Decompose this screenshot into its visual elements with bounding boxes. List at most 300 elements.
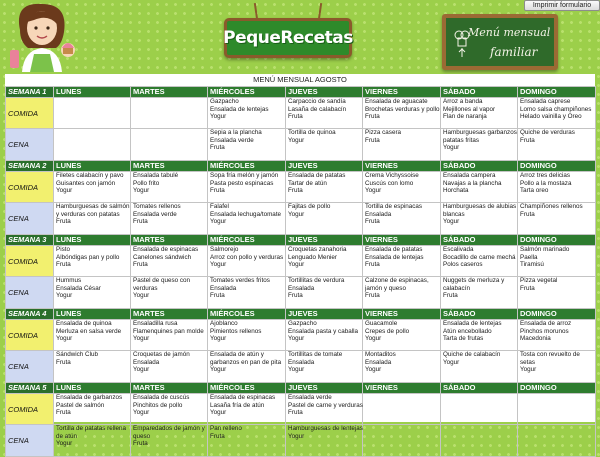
dish-item: Yogur [133,409,150,417]
dish-item: Croquetas zanahoria [288,246,347,253]
dish-item: Hamburguesas garbanzos [443,129,517,136]
dish-item: verduras [133,284,158,292]
day-header: DOMINGO [518,383,596,394]
dish-item: jamón y queso [365,284,406,292]
dish-item: Escalivada [443,246,474,253]
dish-item: Montaditos [365,351,396,358]
menu-cell[interactable] [441,129,518,161]
menu-cell[interactable] [131,172,208,203]
comida-row [6,98,596,129]
day-header: LUNES [54,383,131,394]
day-header: MARTES [131,309,208,320]
dish-item: Falafel [210,203,229,210]
day-header: MIÉRCOLES [208,161,286,172]
print-form-button[interactable]: Imprimir formulario [524,0,600,11]
dish-item: Arroz tres delicias [520,172,571,179]
dish-item: Tiramisú [520,261,544,269]
dish-item: Sopa fría melón y jamón [210,172,279,179]
dish-item: Filetes calabacín y pavo [56,172,124,179]
dish-item: Tortillitas de verdura [288,277,345,284]
dish-item: Navajas a la plancha [443,179,502,187]
day-header: MIÉRCOLES [208,309,286,320]
day-header: JUEVES [286,235,363,246]
menu-cell[interactable] [208,277,286,309]
comida-row [6,394,596,425]
menu-cell[interactable] [518,98,596,129]
dish-item: Ensalada de patatas [288,172,346,179]
dish-item: Helado vainilla y Oreo [520,113,582,121]
menu-cell[interactable] [131,277,208,309]
menu-cell[interactable] [286,320,363,351]
menu-cell[interactable] [518,246,596,277]
dish-item: Fruta [210,292,225,300]
dish-item: Macedonia [520,335,551,343]
menu-cell[interactable] [363,129,441,161]
menu-cell[interactable] [54,351,131,383]
dish-item: Fruta [210,144,225,152]
dish-item: Yogur [288,261,305,269]
dish-item: Ensalada de lentejas [443,320,502,327]
dish-item: Tarta oreo [520,187,549,195]
dish-item: Yogur [443,218,460,226]
menu-cell[interactable] [363,246,441,277]
cena-label: CENA [6,351,54,383]
day-header: SÁBADO [441,309,518,320]
dish-item: Fruta [365,218,380,226]
menu-cell[interactable] [208,203,286,235]
dish-item: Ensalada de garbanzos [56,394,123,401]
dish-item: Yogur [56,292,73,300]
dish-item: Ensalada de arroz [520,320,572,327]
chef-girl-illustration [2,0,82,72]
dish-item: Fruta [365,113,380,121]
day-header: DOMINGO [518,161,596,172]
dish-item: Arroz a banda [443,98,483,105]
menu-cell[interactable] [441,203,518,235]
menu-cell[interactable] [54,277,131,309]
dish-item: queso [133,432,151,440]
dish-item: Salmorejo [210,246,239,253]
dish-item: Fruta [133,440,148,448]
dish-item: Fruta [56,261,71,269]
dish-item: patatas fritas [443,136,480,144]
board-subtitle: familiar [490,45,538,59]
dish-item: Pastel de carne y verduras [288,401,363,409]
cena-label: CENA [6,277,54,309]
dish-item: Pan relleno [210,425,242,432]
menu-cell[interactable] [286,172,363,203]
dish-item: Fruta [210,187,225,195]
dish-item: Tortilla de quinoa [288,129,336,136]
dish-item: Ensalada [365,358,392,366]
dish-item: Yogur [56,187,73,195]
day-header: MARTES [131,383,208,394]
dish-item: Ensalada lechuga/tomate [210,210,282,218]
menu-cell[interactable] [286,203,363,235]
day-header: MARTES [131,161,208,172]
dish-item: Pollo frito [133,179,160,187]
day-header: MIÉRCOLES [208,383,286,394]
menu-cell[interactable] [208,394,286,425]
day-header: VIERNES [363,161,441,172]
menu-cell[interactable] [131,203,208,235]
dish-item: Fruta [288,187,303,195]
dish-item: Tortilla de patatas rellena [56,425,127,432]
day-header: VIERNES [363,383,441,394]
menu-cell[interactable] [131,129,208,161]
week-label: SEMANA 2 [6,161,54,172]
menu-cell[interactable] [286,246,363,277]
menu-cell[interactable] [363,277,441,309]
comida-label: COMIDA [6,172,54,203]
menu-cell[interactable] [363,320,441,351]
dish-item: Brochetas verduras y pollo [365,105,440,113]
dish-item: Albóndigas pan y pollo [56,253,120,261]
cena-label: CENA [6,129,54,161]
dish-item: Lasaña fría de atún [210,401,265,409]
dish-item: Fruta [56,409,71,417]
dish-item: Crepes de pollo [365,327,410,335]
dish-item: Crema Vichyssoise [365,172,419,179]
menu-cell[interactable] [363,425,441,457]
dish-item: Fruta [210,432,225,440]
dish-item: Ensalada de quinoa [56,320,112,327]
menu-cell[interactable] [518,172,596,203]
dish-item: Carpaccio de sandía [288,98,346,105]
dish-item: Polos caseros [443,261,483,269]
menu-cell[interactable] [208,425,286,457]
dish-item: Yogur [133,335,150,343]
dish-item: Ensalada [133,358,160,366]
week-label: SEMANA 5 [6,383,54,394]
pequerecetas-logo[interactable] [224,18,352,58]
cena-row [6,351,596,383]
dish-item: Ensaladilla rusa [133,320,178,327]
dish-item: Ensalada de aguacate [365,98,428,105]
week-header-row [6,383,596,394]
dish-item: Guisantes con jamón [56,179,116,187]
menu-cell[interactable] [363,203,441,235]
dish-item: Ajoblanco [210,320,238,327]
day-header: SÁBADO [441,235,518,246]
dish-item: Emparedados de jamón y [133,425,205,432]
dish-item: Fruta [520,136,535,144]
dish-item: Guacamole [365,320,398,327]
menu-cell[interactable] [441,320,518,351]
dish-item: Ensalada pasta y caballa [288,327,359,335]
board-title: Menú mensual [468,26,551,39]
day-header: MIÉRCOLES [208,235,286,246]
dish-item: Fruta [56,218,71,226]
dish-item: Fruta [133,218,148,226]
dish-item: Fruta [365,292,380,300]
day-header: JUEVES [286,161,363,172]
dish-item: Ensalada de atún y [210,351,264,358]
menu-cell[interactable] [363,351,441,383]
day-header: LUNES [54,309,131,320]
dish-item: Ensalada de cuscús [133,394,190,401]
menu-cell[interactable] [131,246,208,277]
cena-row [6,277,596,309]
dish-item: Ensalada verde [210,136,254,144]
dish-item: setas [520,358,536,366]
day-header: SÁBADO [441,87,518,98]
cena-row [6,203,596,235]
menu-cell[interactable] [54,129,131,161]
dish-item: Fajitas de pollo [288,203,331,210]
day-header: JUEVES [286,309,363,320]
menu-cell[interactable] [208,320,286,351]
dish-item: Fruta [365,261,380,269]
menu-cell[interactable] [363,172,441,203]
menu-cell[interactable] [54,320,131,351]
dish-item: Yogur [210,218,227,226]
menu-cell[interactable] [363,394,441,425]
dish-item: Ensalada tabulé [133,172,179,179]
menu-cell[interactable] [131,394,208,425]
monthly-menu-board [442,14,558,70]
menu-cell[interactable] [286,425,363,457]
dish-item: Nuggets de merluza y [443,277,505,284]
dish-item: Champiñones rellenos [520,203,583,210]
dish-item: Pizza vegetal [520,277,558,284]
dish-item: Yogur [210,335,227,343]
dish-item: Ensalada [288,284,315,292]
menu-cell[interactable] [208,246,286,277]
dish-item: y verduras con patatas [56,210,120,218]
week-label: SEMANA 4 [6,309,54,320]
comida-label: COMIDA [6,394,54,425]
dish-item: Yogur [443,358,460,366]
day-header: VIERNES [363,87,441,98]
dish-item: Yogur [133,292,150,300]
dish-item: Yogur [210,366,227,374]
dish-item: Fruta [443,292,458,300]
dish-item: garbanzos en pan de pita [210,358,282,366]
week-header-row [6,87,596,98]
week-header-row [6,235,596,246]
menu-cell[interactable] [54,425,131,457]
menu-table [5,86,596,457]
comida-row [6,172,596,203]
menu-cell[interactable] [54,172,131,203]
menu-cell[interactable] [54,246,131,277]
day-header: VIERNES [363,309,441,320]
menu-cell[interactable] [208,98,286,129]
dish-item: Hamburguesas de lentejas [288,425,363,432]
comida-label: COMIDA [6,246,54,277]
dish-item: Quiche de verduras [520,129,575,136]
week-label: SEMANA 3 [6,235,54,246]
dish-item: Yogur [210,113,227,121]
menu-cell[interactable] [441,277,518,309]
comida-label: COMIDA [6,320,54,351]
menu-cell[interactable] [518,203,596,235]
menu-cell[interactable] [441,425,518,457]
menu-cell[interactable] [518,320,596,351]
dish-item: Tosta con revuelto de [520,351,580,358]
dish-item: Gazpacho [288,320,317,327]
dish-item: Gazpacho [210,98,239,105]
comida-row [6,246,596,277]
dish-item: Merluza en salsa verde [56,327,122,335]
dish-item: Yogur [365,335,382,343]
cena-label: CENA [6,203,54,235]
day-header: MIÉRCOLES [208,87,286,98]
dish-item: Pollo a la mostaza [520,179,572,187]
dish-item: Yogur [133,366,150,374]
menu-cell[interactable] [518,425,596,457]
dish-item: Canelones sándwich [133,253,192,261]
dish-item: Yogur [365,187,382,195]
dish-item: Ensalada [210,284,237,292]
day-header: LUNES [54,161,131,172]
menu-cell[interactable] [131,320,208,351]
menu-cell[interactable] [131,98,208,129]
menu-cell[interactable] [131,351,208,383]
dish-item: Cuscús con lomo [365,179,414,187]
dish-item: Tartar de atún [288,179,327,187]
day-header: LUNES [54,87,131,98]
menu-cell[interactable] [441,351,518,383]
dish-item: Bocadillo de carne mechá [443,253,516,261]
menu-cell[interactable] [54,98,131,129]
dish-item: Pasta pesto espinacas [210,179,274,187]
dish-item: Lenguado Menier [288,253,338,261]
dish-item: Mejillones al vapor [443,105,496,113]
dish-item: Sepia a la plancha [210,129,262,136]
menu-cell[interactable] [441,98,518,129]
week-label: SEMANA 1 [6,87,54,98]
menu-cell[interactable] [286,129,363,161]
dish-item: Flan de naranja [443,113,487,121]
cena-label: CENA [6,425,54,457]
logo-text: PequeRecetas [223,28,353,48]
dish-item: Ensalada de lentejas [365,253,424,261]
dish-item: Fruta [56,358,71,366]
dish-item: Fruta [288,409,303,417]
menu-cell[interactable] [441,394,518,425]
dish-item: Paella [520,253,538,261]
dish-item: Ensalada de patatas [365,246,423,253]
menu-cell[interactable] [363,98,441,129]
dish-item: Quiche de calabacín [443,351,501,358]
dish-item: Sándwich Club [56,351,99,358]
menu-cell[interactable] [54,203,131,235]
dish-item: Hamburguesas de alubias [443,203,517,210]
dish-item: Yogur [288,432,305,440]
dish-item: Flamenquines pan molde [133,327,204,335]
dish-item: Pastel de salmón [56,401,105,409]
dish-item: Pinchitos de pollo [133,401,183,409]
dish-item: Yogur [56,335,73,343]
day-header: DOMINGO [518,87,596,98]
day-header: JUEVES [286,383,363,394]
day-header: SÁBADO [441,383,518,394]
dish-item: Ensalada [365,210,392,218]
page-header [0,0,600,74]
dish-item: Yogur [133,187,150,195]
dish-item: Tortilla de espinacas [365,203,423,210]
dish-item: Lasaña de calabacín [288,105,347,113]
dish-item: Fruta [288,113,303,121]
menu-cell[interactable] [208,172,286,203]
dish-item: Ensalada verde [133,210,177,218]
monthly-menu-sheet [5,74,595,448]
week-header-row [6,309,596,320]
dish-item: Fruta [133,261,148,269]
dish-item: Hamburguesas de salmón [56,203,130,210]
dish-item: Yogur [443,144,460,152]
dish-item: Croquetas de jamón [133,351,190,358]
dish-item: Fruta [520,284,535,292]
menu-cell[interactable] [131,425,208,457]
dish-item: Ensalada verde [288,394,332,401]
menu-cell[interactable] [441,246,518,277]
dish-item: Horchata [443,187,469,195]
menu-cell[interactable] [208,129,286,161]
menu-cell[interactable] [518,129,596,161]
dish-item: Ensalada campera [443,172,496,179]
dish-item: Tarta de frutas [443,335,484,343]
dish-item: Tomates verdes fritos [210,277,270,284]
comida-row [6,320,596,351]
comida-label: COMIDA [6,98,54,129]
cena-row [6,425,596,457]
menu-cell[interactable] [54,394,131,425]
dish-item: Pizza casera [365,129,402,136]
dish-item: Ensalada César [56,284,101,292]
menu-cell[interactable] [518,351,596,383]
menu-cell[interactable] [208,351,286,383]
menu-cell[interactable] [518,394,596,425]
cena-row [6,129,596,161]
dish-item: Yogur [288,366,305,374]
dish-item: Yogur [210,261,227,269]
dish-item: de atún [56,432,78,440]
dish-item: Hummus [56,277,82,284]
menu-cell[interactable] [286,351,363,383]
dish-item: Pisto [56,246,70,253]
week-header-row [6,161,596,172]
dish-item: Atún encebollado [443,327,492,335]
menu-cell[interactable] [286,277,363,309]
dish-item: Tortillitas de tomate [288,351,343,358]
dish-item: Yogur [210,409,227,417]
dish-item: Ensalada caprese [520,98,571,105]
dish-item: Ensalada de espinacas [210,394,276,401]
day-header: SÁBADO [441,161,518,172]
dish-item: Fruta [288,292,303,300]
dish-item: Ensalada de lentejas [210,105,269,113]
dish-item: blancas [443,210,465,218]
day-header: DOMINGO [518,235,596,246]
day-header: MARTES [131,235,208,246]
menu-cell[interactable] [518,277,596,309]
dish-item: Yogur [365,366,382,374]
dish-item: Fruta [520,210,535,218]
dish-item: Salmón marinado [520,246,570,253]
dish-item: Yogur [56,440,73,448]
dish-item: Tomates rellenos [133,203,181,210]
menu-cell[interactable] [286,98,363,129]
dish-item: Lomo salsa champiñones [520,105,592,113]
dish-item: Yogur [288,210,305,218]
dish-item: Yogur [288,335,305,343]
menu-cell[interactable] [286,394,363,425]
dish-item: Pimientos rellenos [210,327,262,335]
menu-cell[interactable] [441,172,518,203]
